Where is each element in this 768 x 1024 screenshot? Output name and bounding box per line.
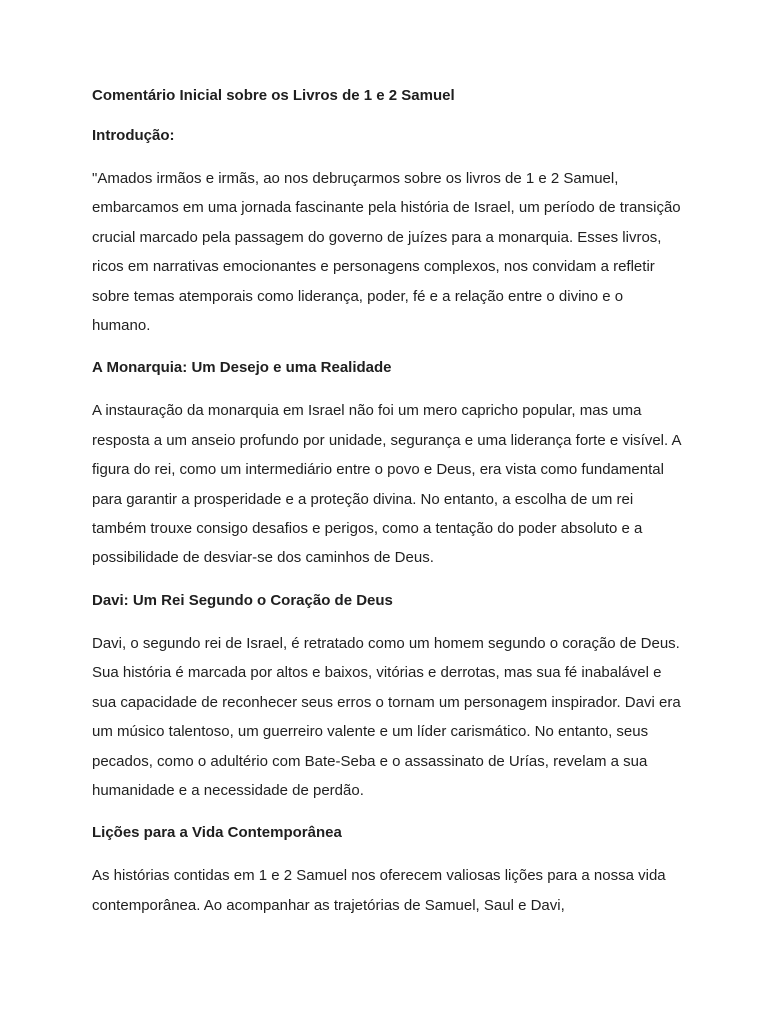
paragraph-introducao: "Amados irmãos e irmãs, ao nos debruçarmos sobre os livros de 1 e 2 Samuel, embarcamos em uma jornada fascinante pela história de Israel, um período de transição crucial marcado pela passagem do governo de juízes para a monarquia. Esses livros, ricos em narrativas emocionantes e personagens complexos, nos convidam a refletir sobre temas atemporais como liderança, poder, fé e a relação entre o divino e o humano. (92, 170, 681, 335)
paragraph-davi: Davi, o segundo rei de Israel, é retratado como um homem segundo o coração de Deus. Sua história é marcada por altos e baixos, vitórias e derrotas, mas sua fé inabalável e sua capacidade de reconhecer seus erros o tornam um personagem inspirador. Davi era um músico talentoso, um guerreiro valente e um líder carismático. No entanto, seus pecados, como o adultério com Bate-Seba e o assassinato de Urías, revelam a sua humanidade e a necessidade de perdão. (92, 634, 681, 799)
document-title: Comentário Inicial sobre os Livros de 1 e 2 Samuel (92, 87, 455, 104)
section-heading-monarquia: A Monarquia: Um Desejo e uma Realidade (92, 359, 392, 377)
document-body (92, 84, 682, 936)
paragraph-monarquia: A instauração da monarquia em Israel não foi um mero capricho popular, mas uma resposta a um anseio profundo por unidade, segurança e uma liderança forte e visível. A figura do rei, como um intermediário entre o povo e Deus, era vista como fundamental para garantir a prosperidade e a proteção divina. No entanto, a escolha de um rei também trouxe consigo desafios e perigos, como a tentação do poder absoluto e a possibilidade de desviar-se dos caminhos de Deus. (92, 402, 681, 567)
section-heading-davi: Davi: Um Rei Segundo o Coração de Deus (92, 591, 393, 609)
section-heading-licoes: Lições para a Vida Contemporânea (92, 824, 342, 842)
section-heading-introducao: Introdução: (92, 127, 175, 144)
paragraph-licoes: As histórias contidas em 1 e 2 Samuel nos oferecem valiosas lições para a nossa vida contemporânea. Ao acompanhar as trajetórias de Samuel, Saul e Davi, (92, 867, 666, 914)
